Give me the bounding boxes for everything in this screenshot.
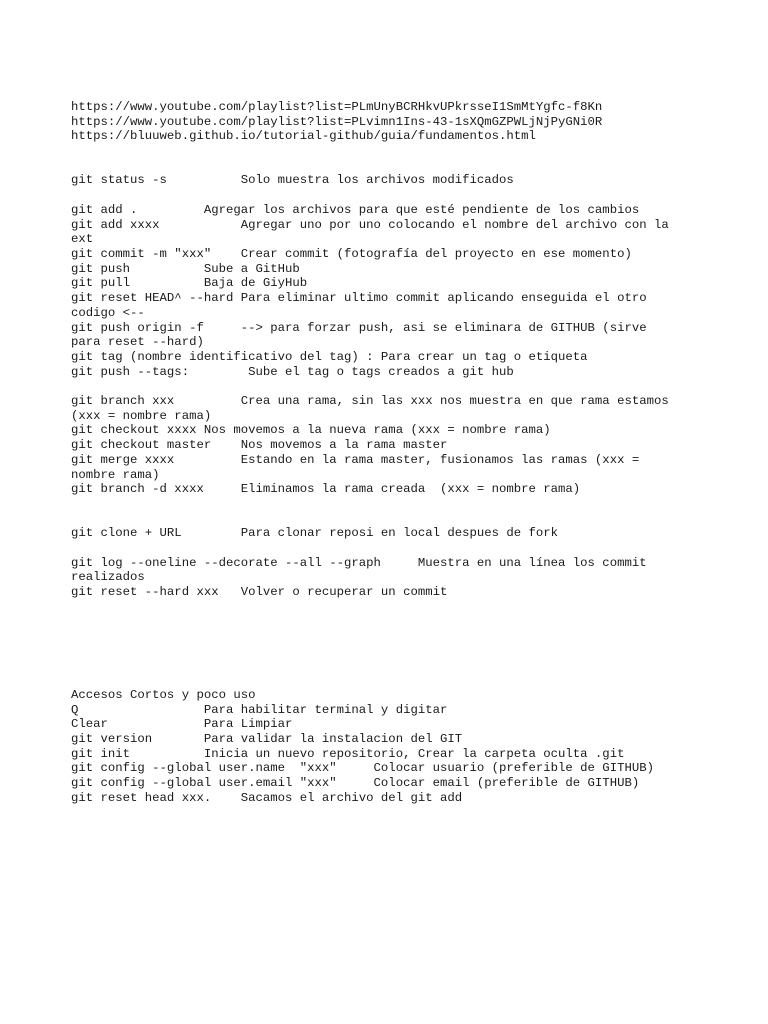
- text-line: [71, 379, 701, 394]
- text-line: realizados: [71, 570, 145, 585]
- text-line: git push --tags: Sube el tag o tags creados a git hub: [71, 364, 514, 379]
- text-line: Clear Para Limpiar: [71, 717, 293, 732]
- text-line: git merge xxxx Estando en la rama master, fusionamos las ramas (xxx =: [71, 452, 640, 467]
- text-line: git checkout master Nos movemos a la rama master: [71, 438, 448, 453]
- text-line: [71, 188, 701, 203]
- text-line: [71, 644, 701, 659]
- text-line: [71, 673, 701, 688]
- text-line: git config --global user.email "xxx" Colocar email (preferible de GITHUB): [71, 776, 640, 791]
- text-line: git status -s Solo muestra los archivos modificados: [71, 173, 514, 188]
- text-line: git add xxxx Agregar uno por uno colocando el nombre del archivo con la: [71, 217, 669, 232]
- text-line: para reset --hard): [71, 335, 204, 350]
- document-text: [71, 100, 701, 806]
- text-line: git reset HEAD^ --hard Para eliminar ultimo commit aplicando enseguida el otro: [71, 291, 647, 306]
- text-line: https://www.youtube.com/playlist?list=PLmUnyBCRHkvUPkrsseI1SmMtYgfc-f8Kn: [71, 100, 603, 114]
- text-line: git tag (nombre identificativo del tag) : Para crear un tag o etiqueta: [71, 349, 588, 364]
- text-line: https://www.youtube.com/playlist?list=PLvimn1Ins-43-1sXQmGZPWLjNjPyGNi0R: [71, 114, 603, 129]
- text-line: ext: [71, 232, 94, 247]
- text-line: codigo <--: [71, 305, 145, 320]
- text-line: [71, 614, 701, 629]
- text-line: git add . Agregar los archivos para que esté pendiente de los cambios: [71, 202, 640, 217]
- text-line: nombre rama): [71, 467, 160, 482]
- text-line: git push Sube a GitHub: [71, 261, 300, 276]
- text-line: [71, 541, 701, 556]
- text-line: git config --global user.name "xxx" Colocar usuario (preferible de GITHUB): [71, 761, 654, 776]
- text-line: git reset --hard xxx Volver o recuperar un commit: [71, 585, 448, 600]
- text-line: [71, 600, 701, 615]
- text-line: git clone + URL Para clonar reposi en local despues de fork: [71, 526, 559, 541]
- text-line: [71, 159, 701, 174]
- text-line: [71, 497, 701, 512]
- text-line: git commit -m "xxx" Crear commit (fotografía del proyecto en ese momento): [71, 246, 632, 261]
- text-line: git version Para validar la instalacion del GIT: [71, 732, 463, 747]
- text-line: git branch xxx Crea una rama, sin las xxx nos muestra en que rama estamos: [71, 394, 669, 408]
- text-line: git checkout xxxx Nos movemos a la nueva rama (xxx = nombre rama): [71, 423, 551, 438]
- text-line: git pull Baja de GiyHub: [71, 276, 308, 291]
- text-line: [71, 512, 701, 527]
- text-line: Q Para habilitar terminal y digitar: [71, 702, 448, 717]
- text-line: git reset head xxx. Sacamos el archivo del git add: [71, 790, 463, 805]
- text-line: Accesos Cortos y poco uso: [71, 687, 256, 702]
- text-line: git branch -d xxxx Eliminamos la rama creada (xxx = nombre rama): [71, 482, 581, 497]
- text-line: git log --oneline --decorate --all --graph Muestra en una línea los commit: [71, 555, 647, 570]
- text-line: [71, 629, 701, 644]
- text-line: [71, 659, 701, 674]
- text-line: https://bluuweb.github.io/tutorial-github/guia/fundamentos.html: [71, 129, 536, 144]
- text-line: [71, 144, 701, 159]
- text-line: git init Inicia un nuevo repositorio, Crear la carpeta oculta .git: [71, 746, 625, 761]
- text-line: git push origin -f --> para forzar push, asi se eliminara de GITHUB (sirve: [71, 320, 647, 335]
- text-line: (xxx = nombre rama): [71, 408, 212, 423]
